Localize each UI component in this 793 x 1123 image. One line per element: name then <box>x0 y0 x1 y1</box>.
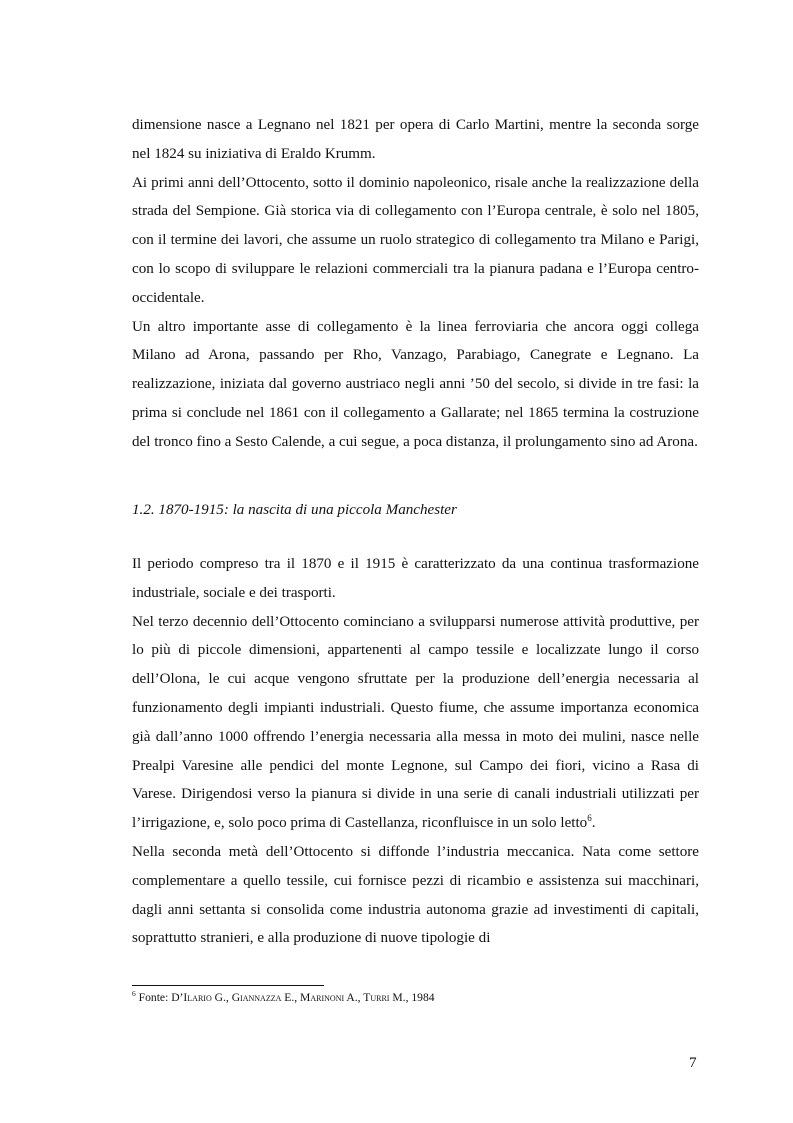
paragraph: dimensione nasce a Legnano nel 1821 per opera di Carlo Martini, mentre la seconda sorge nel 1824 su iniziativa di Eraldo Krumm. <box>132 117 699 162</box>
footnote-authors: D’Ilario G., Giannazza E., Marinoni A., Turri M. <box>171 991 406 1004</box>
paragraph-text: Nel terzo decennio dell’Ottocento cominciano a svilupparsi numerose attività produttive, per lo più di piccole dimensioni, appartenenti al campo tessile e localizzate lungo il corso dell’Olona, le cui acque vengono sfruttate per la produzione dell’energia necessaria al funzionamento degli impianti industriali. Questo fiume, che assume importanza economica già dall’anno 1000 offrendo l’energia necessaria alla messa in moto dei mulini, nasce nelle Prealpi Varesine alle pendici del monte Legnone, sul Campo dei fiori, vicino a Rasa di Varese. Dirigendosi verso la pianura si divide in una serie di canali industriali utilizzati per l’irrigazione, e, solo poco prima di Castellanza, riconfluisce in un solo letto <box>132 613 699 832</box>
page-number: 7 <box>689 1055 697 1071</box>
footnote-divider <box>132 985 324 986</box>
paragraph-tail: . <box>591 815 596 832</box>
paragraph: Un altro importante asse di collegamento è la linea ferroviaria che ancora oggi collega Milano ad Arona, passando per Rho, Vanzago, Parabiago, Canegrate e Legnano. La realizzazione, iniziata dal governo austriaco negli anni ’50 del secolo, si divide in tre fasi: la prima si conclude nel 1861 con il collegamento a Gallarate; nel 1865 termina la costruzione del tronco fino a Sesto Calende, a cui segue, a poca distanza, il prolungamento sino ad Arona. <box>132 318 699 450</box>
footnote-reference[interactable]: 6 <box>587 813 592 824</box>
footnote-year: , 1984 <box>405 991 435 1004</box>
paragraph: Nella seconda metà dell’Ottocento si diffonde l’industria meccanica. Nata come settore complementare a quello tessile, cui fornisce pezzi di ricambio e assistenza sui macchinari, dagli anni settanta si consolida come industria autonoma grazie ad investimenti di capitali, soprattutto stranieri, e alla produzione di nuove tipologie di <box>132 843 699 947</box>
footnote-label: Fonte: <box>138 991 172 1004</box>
paragraph <box>132 608 699 838</box>
footnote-number: 6 <box>132 989 136 999</box>
section-heading: 1.2. 1870-1915: la nascita di una piccola Manchester <box>132 502 457 518</box>
body-text-top <box>132 111 699 457</box>
body-text-bottom <box>132 550 699 953</box>
paragraph: Ai primi anni dell’Ottocento, sotto il dominio napoleonico, risale anche la realizzazione della strada del Sempione. Già storica via di collegamento con l’Europa centrale, è solo nel 1805, con il termine dei lavori, che assume un ruolo strategico di collegamento tra Milano e Parigi, con lo scopo di sviluppare le relazioni commerciali tra la pianura padana e l’Europa centro-occidentale. <box>132 174 699 306</box>
paragraph: Il periodo compreso tra il 1870 e il 1915 è caratterizzato da una continua trasformazione industriale, sociale e dei trasporti. <box>132 556 699 601</box>
footnote <box>132 990 435 1006</box>
